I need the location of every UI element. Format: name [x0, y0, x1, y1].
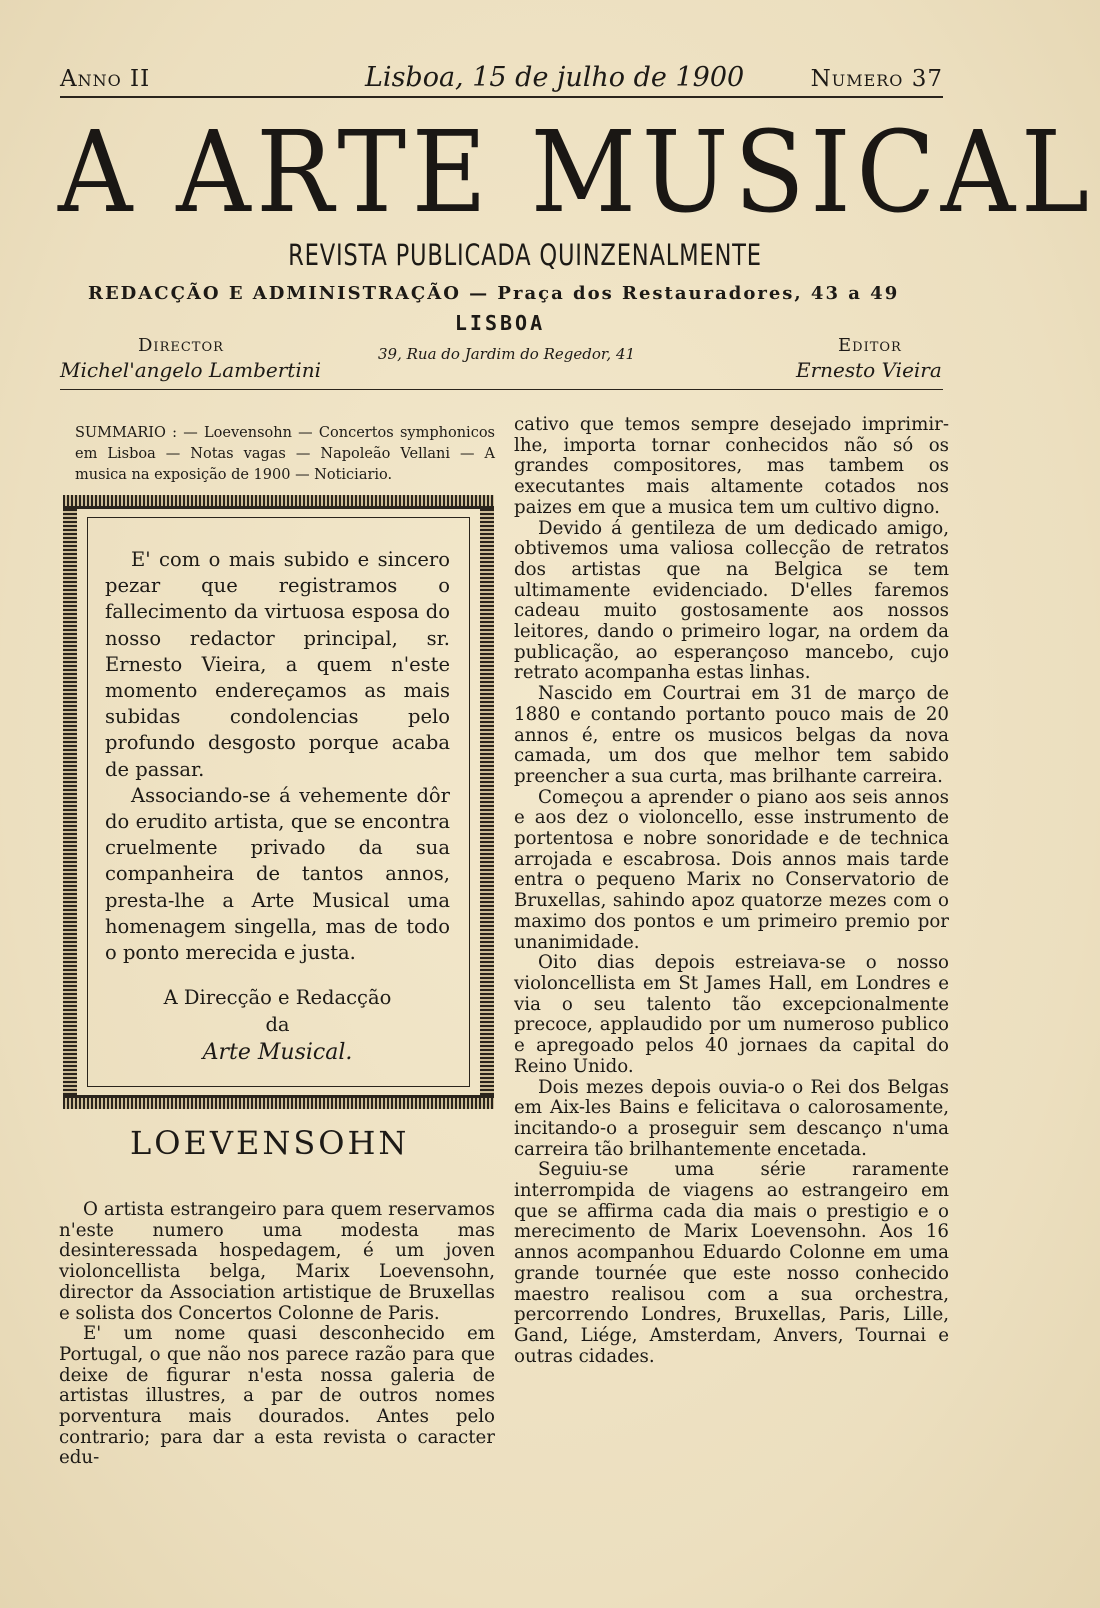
- summary: SUMMARIO : — Loevensohn — Concertos symphonicos em Lisboa — Notas vagas — Napoleão Vellani — A musica na exposição de 1900 — Noticiario.: [75, 425, 495, 483]
- issue-number: Numero 37: [810, 66, 943, 92]
- obituary-paragraph: Associando-se á vehemente dôr do erudito artista, que se encontra cruelmente privado da sua companheira de tantos annos, presta-lhe a Arte Musical uma homenagem singella, mas de todo o ponto merecida e justa.: [105, 783, 450, 965]
- masthead-title: A ARTE MUSICAL: [58, 108, 1095, 238]
- article-paragraph: E' um nome quasi desconhecido em Portugal, o que não nos parece razão para que deixe de figurar n'esta nossa galeria de artistas illustres, a par de outros nomes porventura mais dourados. Antes pelo contrario; para dar a esta revista o caracter edu-: [59, 1323, 495, 1469]
- issue-date: Lisboa, 15 de julho de 1900: [365, 62, 745, 93]
- right-column: [514, 415, 949, 1367]
- header-divider: [60, 389, 943, 390]
- frame-border-bottom: [63, 1095, 494, 1109]
- city-line: LISBOA: [454, 311, 546, 335]
- frame-border-top: [63, 495, 494, 509]
- obituary-signature: Arte Musical.: [202, 1040, 353, 1065]
- article-paragraph: Oito dias depois estreiava-se o nosso violoncellista em St James Hall, em Londres e via o seu talento tão excepcionalmente precoce, applaudido por um numeroso publico e apregoado pelos 40 jornaes da capital do Reino Unido.: [514, 952, 949, 1077]
- frame-border-left: [63, 509, 77, 1095]
- frame-border-right: [480, 509, 494, 1095]
- obituary-text: [105, 547, 450, 966]
- article-paragraph: O artista estrangeiro para quem reservamos n'este numero uma modesta mas desinteressada hospedagem, é um joven violoncellista belga, Marix Loevensohn, director da Association artistique de Bruxellas e solista dos Concertos Colonne de Paris.: [59, 1199, 495, 1324]
- editor-label: Editor: [838, 335, 902, 356]
- article-paragraph: Seguiu-se uma série raramente interrompida de viagens ao estrangeiro em que se affirma cada dia mais o prestigio e o merecimento de Marix Loevensohn. Aos 16 annos acompanhou Eduardo Colonne em uma grande tournée que este nosso conhecido maestro realisou com a sua orchestra, percorrendo Londres, Bruxellas, Paris, Lille, Gand, Liége, Amsterdam, Anvers, Tournai e outras cidades.: [514, 1159, 949, 1367]
- administration-line: REDACÇÃO E ADMINISTRAÇÃO — Praça dos Restauradores, 43 a 49: [88, 283, 900, 304]
- article-paragraph: Dois mezes depois ouvia-o o Rei dos Belgas em Aix-les Bains e felicitava o calorosamente, incitando-o a proseguir sem descanço n'uma carreira tão brilhantemente encetada.: [514, 1076, 949, 1160]
- article-paragraph: Nascido em Courtrai em 31 de março de 1880 e contando portanto pouco mais de 20 annos é, entre os musicos belgas da nova camada, um dos que melhor tem sabido preencher a sua curta, mas brilhante carreira.: [514, 683, 949, 787]
- article-paragraph: Começou a aprender o piano aos seis annos e aos dez o violoncello, esse instrumento de portentosa e nobre sonoridade e de technica arrojada e escabrosa. Dois annos mais tarde entra o pequeno Marix no Conservatorio de Bruxellas, sahindo apoz quatorze mezes com o maximo dos pontos e um primeiro premio por unanimidade.: [514, 786, 949, 953]
- director-label: Director: [138, 335, 224, 356]
- address-line: 39, Rua do Jardim do Regedor, 41: [378, 345, 636, 363]
- obituary-signature: da: [265, 1013, 290, 1036]
- article-paragraph: Devido á gentileza de um dedicado amigo, obtivemos uma valiosa collecção de retratos dos artistas que na Belgica se tem ultimamente evidenciado. D'elles faremos cadeau muito gostosamente aos nossos leitores, dando o primeiro logar, na ordem da publicação, ao esperançoso mancebo, cujo retrato acompanha estas linhas.: [514, 517, 949, 684]
- issue-year: Anno II: [60, 66, 151, 92]
- director-name: Michel'angelo Lambertini: [60, 358, 322, 382]
- obituary-signature: A Direcção e Redacção: [163, 986, 392, 1009]
- article-title: LOEVENSOHN: [130, 1124, 410, 1162]
- header-line: [60, 62, 943, 98]
- editor-name: Ernesto Vieira: [796, 358, 942, 382]
- left-column: [59, 1200, 495, 1469]
- obituary-paragraph: E' com o mais subido e sincero pezar que registramos o fallecimento da virtuosa esposa do nosso redactor principal, sr. Ernesto Vieira, a quem n'este momento endereçamos as mais subidas condolencias pelo profundo desgosto porque acaba de passar.: [105, 548, 450, 781]
- masthead-subtitle: REVISTA PUBLICADA QUINZENALMENTE: [288, 238, 762, 272]
- article-paragraph: cativo que temos sempre desejado imprimir-lhe, importa tornar conhecidos não só os grandes compositores, mas tambem os executantes mais altamente cotados nos paizes em que a musica tem um cultivo digno.: [514, 414, 949, 518]
